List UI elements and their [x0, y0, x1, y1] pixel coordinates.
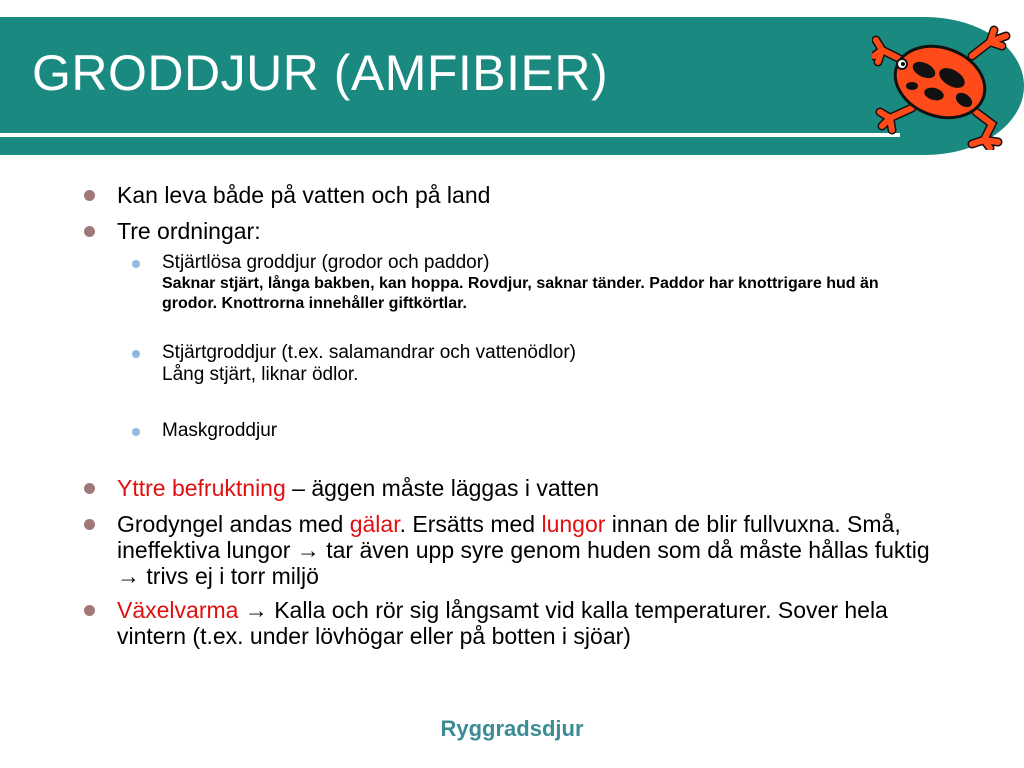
slide-title: GRODDJUR (AMFIBIER): [32, 45, 609, 101]
bullet-text: → Kalla och rör sig långsamt vid kalla temperaturer. Sover hela vintern (t.ex. under lövhögar eller på botten i sjöar): [117, 597, 888, 649]
bullet-text: Tre ordningar:: [117, 218, 261, 244]
highlight-term: Yttre befruktning: [117, 475, 286, 501]
highlight-term: gälar: [349, 511, 400, 537]
bullet-fertilization: [117, 475, 957, 501]
sub-bullet-title: Stjärtgroddjur (t.ex. salamandrar och vattenödlor): [162, 342, 576, 363]
bullet-text: innan de blir fullvuxna. Små, ineffektiva lungor → tar även upp syre genom huden som då måste hållas fuktig → trivs ej i torr miljö: [117, 511, 930, 589]
bullet-respiration: [117, 511, 957, 589]
slide-footer: Ryggradsdjur: [440, 716, 584, 741]
bullet-ectotherm: [117, 597, 957, 649]
highlight-term: Växelvarma: [117, 597, 239, 623]
highlight-term: lungor: [541, 511, 606, 537]
sub-bullet-note: Saknar stjärt, långa bakben, kan hoppa. Rovdjur, saknar tänder. Paddor har knottrigare hud än grodor. Knottrorna innehåller giftkörtlar.: [162, 275, 879, 312]
bullet-text: – äggen måste läggas i vatten: [285, 475, 600, 501]
sub-bullet-title: Stjärtlösa groddjur (grodor och paddor): [162, 252, 490, 273]
sub-bullet-caudata: [162, 342, 922, 386]
sub-bullet-note: Lång stjärt, liknar ödlor.: [162, 364, 359, 385]
sub-bullet-title: Maskgroddjur: [162, 420, 278, 441]
sub-bullet-gymnophiona: [162, 420, 922, 442]
bullet-text: Grodyngel andas med: [117, 511, 350, 537]
bullet-orders: [117, 218, 957, 244]
bullet-habitat: [117, 182, 957, 208]
sub-bullet-anura: [162, 252, 922, 314]
bullet-text: . Ersätts med: [399, 511, 542, 537]
bullet-text: Kan leva både på vatten och på land: [117, 182, 491, 208]
